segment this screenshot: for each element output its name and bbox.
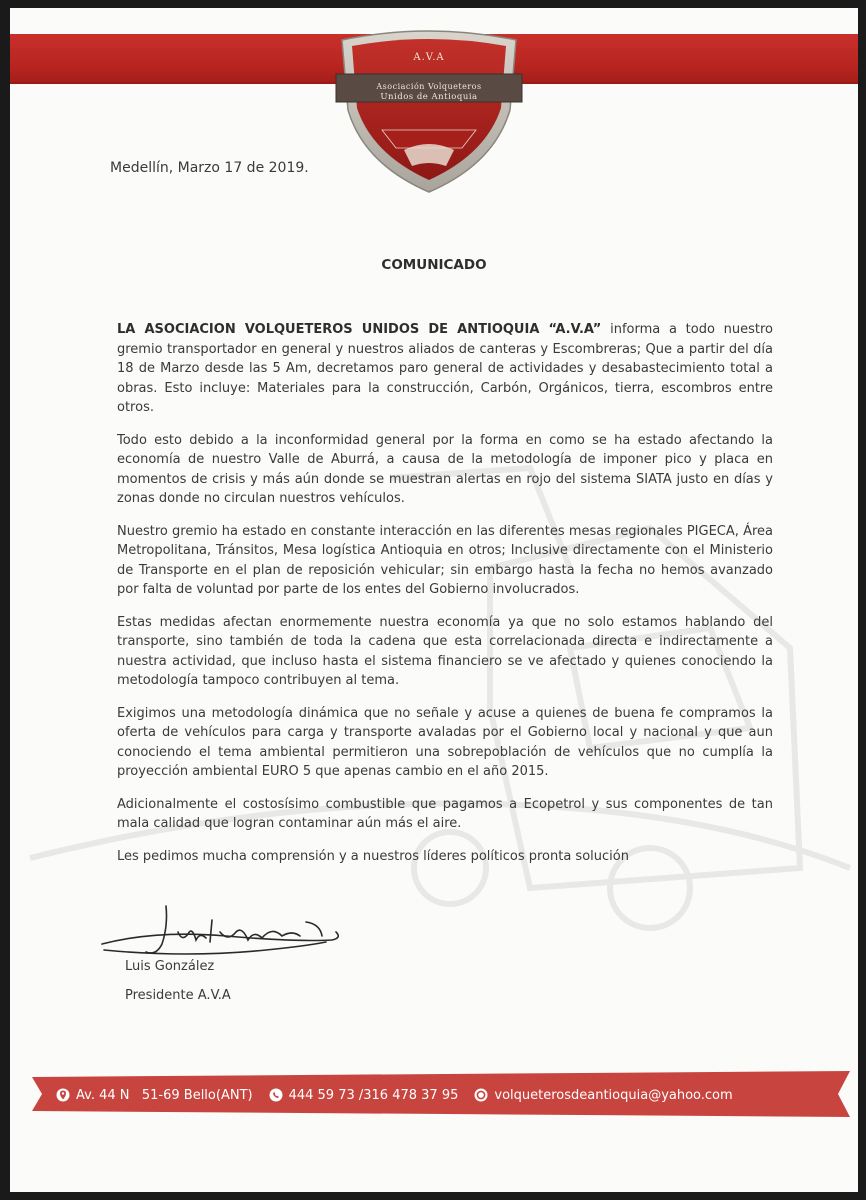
paragraph-6: Adicionalmente el costosísimo combustible que pagamos a Ecopetrol y sus componentes de tan mala calidad que logran contaminar aún más el aire.: [117, 796, 773, 831]
letter-title: COMUNICADO: [381, 257, 487, 273]
ava-logo: [334, 26, 524, 198]
logo-line-united: Unidos de Antioquia: [380, 92, 478, 102]
signer-name: Luis González: [125, 959, 215, 974]
paragraph-1: [117, 320, 773, 418]
paragraph-4: Estas medidas afectan enormemente nuestra economía ya que no solo estamos hablando del transporte, sino también de toda la cadena que esta correlacionada directa e indirectamente a nuestra actividad, que incluso hasta el sistema financiero se ve afectado y quienes conociendo la metodología tampoco contribuyen al tema.: [117, 614, 773, 688]
paragraph-5: Exigimos una metodología dinámica que no señale y acuse a quienes de buena fe compramos la oferta de vehículos para carga y transporte avaladas por el Gobierno local y nacional y que aun conociendo el tema ambiental permitieron una sobrepoblación de vehículos que no cumplía la proyección ambiental EURO 5 que apenas cambio en el año 2015.: [117, 705, 773, 779]
footer-email-text: volqueterosdeantioquia@yahoo.com: [494, 1087, 733, 1103]
footer-phones-text: 444 59 73 /316 478 37 95: [288, 1087, 459, 1103]
organization-name: LA ASOCIACION VOLQUETEROS UNIDOS DE ANTIOQUIA “A.V.A”: [117, 322, 602, 337]
footer-address: [56, 1088, 253, 1103]
paragraph-3: Nuestro gremio ha estado en constante interacción en las diferentes mesas regionales PIGECA, Área Metropolitana, Tránsitos, Mesa logística Antioquia en otros; Inclusive directamente con el Ministerio de Transporte en el plan de reposición vehicular; sin embargo hasta la fecha no hemos avanzado por falta de voluntad por parte de los entes del Gobierno involucrados.: [117, 523, 773, 597]
letter-page: [10, 8, 858, 1192]
footer-address-text: Av. 44 N 51-69 Bello(ANT): [76, 1087, 253, 1103]
whatsapp-icon: [269, 1088, 283, 1102]
paragraph-2: Todo esto debido a la inconformidad general por la forma en como se ha estado afectando la economía de nuestro Valle de Aburrá, a causa de la metodología de imponer pico y placa en momentos de crisis y más aún donde se muestran alertas en rojo del sistema SIATA justo en días y zonas donde no circulan nuestros vehículos.: [117, 432, 773, 506]
footer-phones: [269, 1088, 459, 1103]
paragraph-7: Les pedimos mucha comprensión y a nuestros líderes políticos pronta solución: [117, 848, 629, 864]
letter-body: [117, 320, 773, 879]
footer-email: [474, 1088, 732, 1103]
footer-contact: [56, 1084, 816, 1106]
logo-acronym: A.V.A: [413, 52, 445, 63]
handwritten-signature: [96, 896, 346, 966]
paragraph-1-text: informa a todo nuestro gremio transportador en general y nuestros aliados de canteras y Escombreras; Que a partir del día 18 de Marzo desde las 5 Am, decretamos paro general de actividades y desabastecimiento total a obras. Esto incluye: Materiales para la construcción, Carbón, Orgánicos, tierra, escombros entre otros.: [117, 322, 773, 415]
signer-role: Presidente A.V.A: [125, 988, 231, 1003]
logo-line-association: Asociación Volqueteros: [376, 82, 482, 91]
letter-date: Medellín, Marzo 17 de 2019.: [110, 160, 309, 176]
email-circle-icon: [474, 1088, 488, 1102]
location-pin-icon: [56, 1088, 70, 1102]
